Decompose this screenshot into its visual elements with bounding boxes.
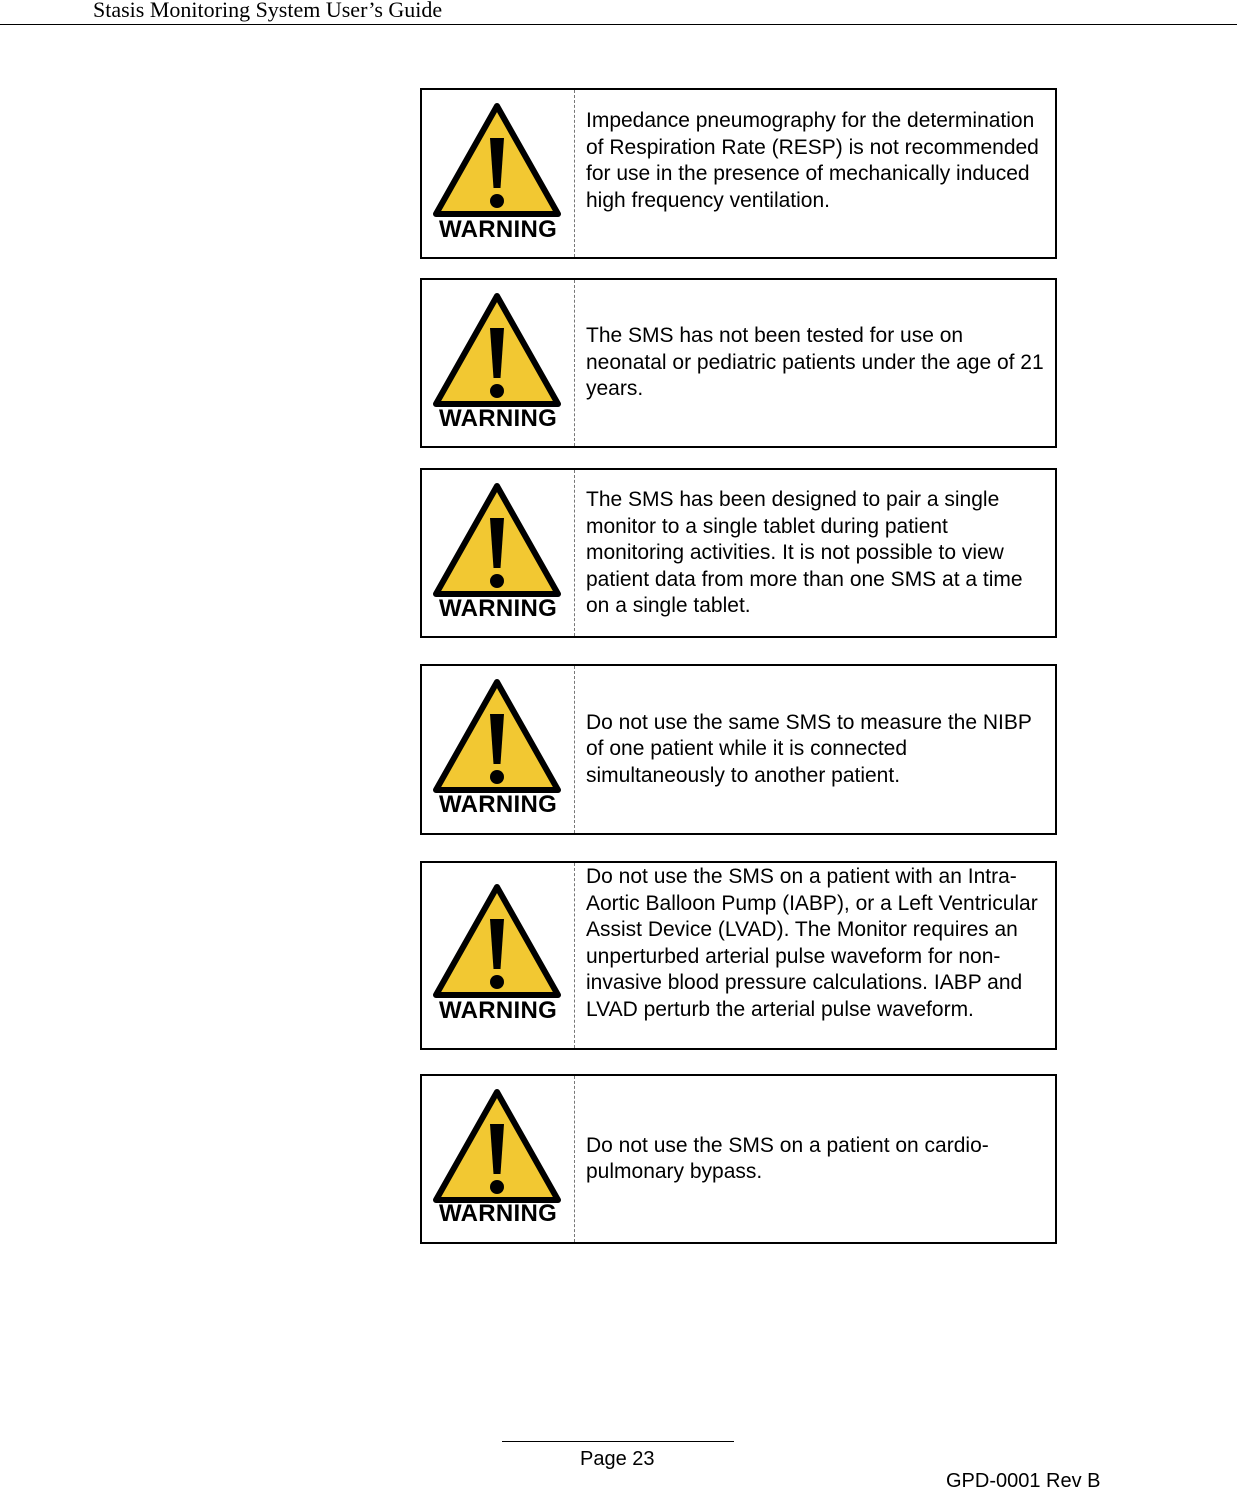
header-divider (0, 24, 1237, 25)
warning-text: The SMS has not been tested for use on neonatal or pediatric patients under the age of 21 years. (586, 324, 1044, 401)
document-code: GPD-0001 Rev B (946, 1470, 1101, 1492)
warning-triangle-icon (432, 883, 562, 1000)
warning-text: The SMS has been designed to pair a single monitor to a single tablet during patient monitoring activities. It is not possible to view patient data from more than one SMS at a time on a single tablet. (586, 488, 1023, 617)
warning-label: WARNING (438, 1200, 558, 1227)
warning-label: WARNING (438, 405, 558, 432)
warning-text: Do not use the SMS on a patient on cardio-pulmonary bypass. (586, 1133, 989, 1183)
warning-box (420, 1074, 1057, 1244)
warning-triangle-icon (432, 292, 562, 409)
warning-text: Impedance pneumography for the determination of Respiration Rate (RESP) is not recommended for use in the presence of mechanically induced high frequency ventilation. (586, 109, 1039, 212)
warning-label: WARNING (438, 595, 558, 622)
warning-triangle-icon (432, 102, 562, 219)
warning-box (420, 88, 1057, 259)
footer-divider (502, 1441, 734, 1442)
warning-box (420, 861, 1057, 1050)
warning-box (420, 278, 1057, 448)
warning-box (420, 468, 1057, 638)
warning-icon-cell (422, 280, 575, 446)
warning-text: Do not use the SMS on a patient with an Intra-Aortic Balloon Pump (IABP), or a Left Ventricular Assist Device (LVAD). The Monitor requires an unperturbed arterial pulse waveform for non-invasive blood pressure calculations. IABP and LVAD perturb the arterial pulse waveform. (586, 865, 1038, 1021)
warning-box (420, 664, 1057, 835)
warning-icon-cell (422, 666, 575, 833)
warning-triangle-icon (432, 1088, 562, 1205)
warning-icon-cell (422, 470, 575, 636)
warning-label: WARNING (438, 997, 558, 1024)
header-title: Stasis Monitoring System User’s Guide (93, 0, 443, 22)
warning-text: Do not use the same SMS to measure the NIBP of one patient while it is connected simultaneously to another patient. (586, 710, 1032, 787)
warning-icon-cell (422, 863, 575, 1048)
page-number: Page 23 (580, 1448, 655, 1470)
warning-triangle-icon (432, 482, 562, 599)
warning-triangle-icon (432, 678, 562, 795)
warning-icon-cell (422, 1076, 575, 1242)
warning-icon-cell (422, 90, 575, 257)
warning-label: WARNING (438, 791, 558, 818)
warning-label: WARNING (438, 216, 558, 243)
